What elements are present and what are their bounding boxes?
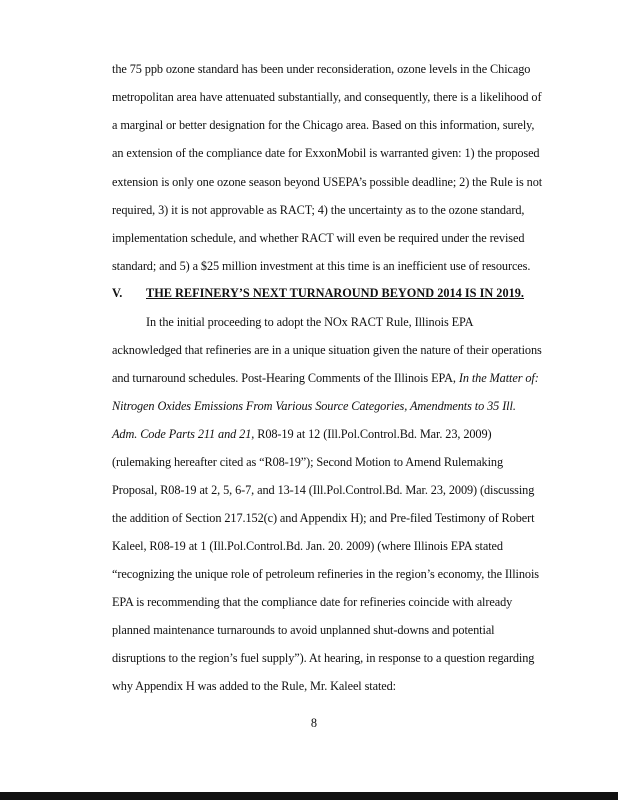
text-line: In the initial proceeding to adopt the NOx RACT Rule, Illinois EPA — [146, 315, 474, 329]
text-line: Proposal, R08-19 at 2, 5, 6-7, and 13-14 (Ill.Pol.Control.Bd. Mar. 23, 2009) (discussing — [112, 483, 535, 497]
text-line: extension is only one ozone season beyond USEPA’s possible deadline; 2) the Rule is not — [112, 175, 543, 189]
text-line: planned maintenance turnarounds to avoid unplanned shut-downs and potential — [112, 623, 495, 637]
text-line: a marginal or better designation for the Chicago area. Based on this information, surely, — [112, 118, 535, 132]
page-number: 8 — [310, 716, 318, 730]
text-line: metropolitan area have attenuated substantially, and consequently, there is a likelihood of — [112, 90, 542, 104]
text-span: and turnaround schedules. Post-Hearing Comments of the Illinois EPA, — [112, 371, 459, 385]
text-line: the 75 ppb ozone standard has been under reconsideration, ozone levels in the Chicago — [112, 62, 531, 76]
scan-edge-bar — [0, 792, 618, 800]
text-line: implementation schedule, and whether RACT will even be required under the revised — [112, 231, 525, 245]
text-line: “recognizing the unique role of petroleum refineries in the region’s economy, the Illinois — [112, 567, 539, 581]
text-line: acknowledged that refineries are in a unique situation given the nature of their operations — [112, 343, 542, 357]
text-line: why Appendix H was added to the Rule, Mr. Kaleel stated: — [112, 679, 397, 693]
case-citation: Adm. Code Parts 211 and 21 — [112, 427, 252, 441]
text-span: , R08-19 at 12 (Ill.Pol.Control.Bd. Mar. 23, 2009) — [251, 427, 492, 441]
text-line — [112, 427, 492, 441]
text-line: disruptions to the region’s fuel supply”). At hearing, in response to a question regarding — [112, 651, 535, 665]
text-line — [112, 371, 539, 385]
text-line: EPA is recommending that the compliance date for refineries coincide with already — [112, 595, 513, 609]
text-line: (rulemaking hereafter cited as “R08-19”); Second Motion to Amend Rulemaking — [112, 455, 504, 469]
text-line: the addition of Section 217.152(c) and Appendix H); and Pre-filed Testimony of Robert — [112, 511, 535, 525]
text-line: an extension of the compliance date for ExxonMobil is warranted given: 1) the proposed — [112, 146, 540, 160]
section-heading: THE REFINERY’S NEXT TURNAROUND BEYOND 2014 IS IN 2019. — [146, 286, 524, 300]
text-line: standard; and 5) a $25 million investment at this time is an inefficient use of resources. — [112, 259, 531, 273]
text-line: Kaleel, R08-19 at 1 (Ill.Pol.Control.Bd. Jan. 20. 2009) (where Illinois EPA stated — [112, 539, 503, 553]
text-line: required, 3) it is not approvable as RACT; 4) the uncertainty as to the ozone standard, — [112, 203, 525, 217]
case-citation: In the Matter of: — [458, 371, 539, 385]
case-citation: Nitrogen Oxides Emissions From Various Source Categories, Amendments to 35 Ill. — [112, 399, 516, 413]
section-number: V. — [112, 286, 123, 300]
